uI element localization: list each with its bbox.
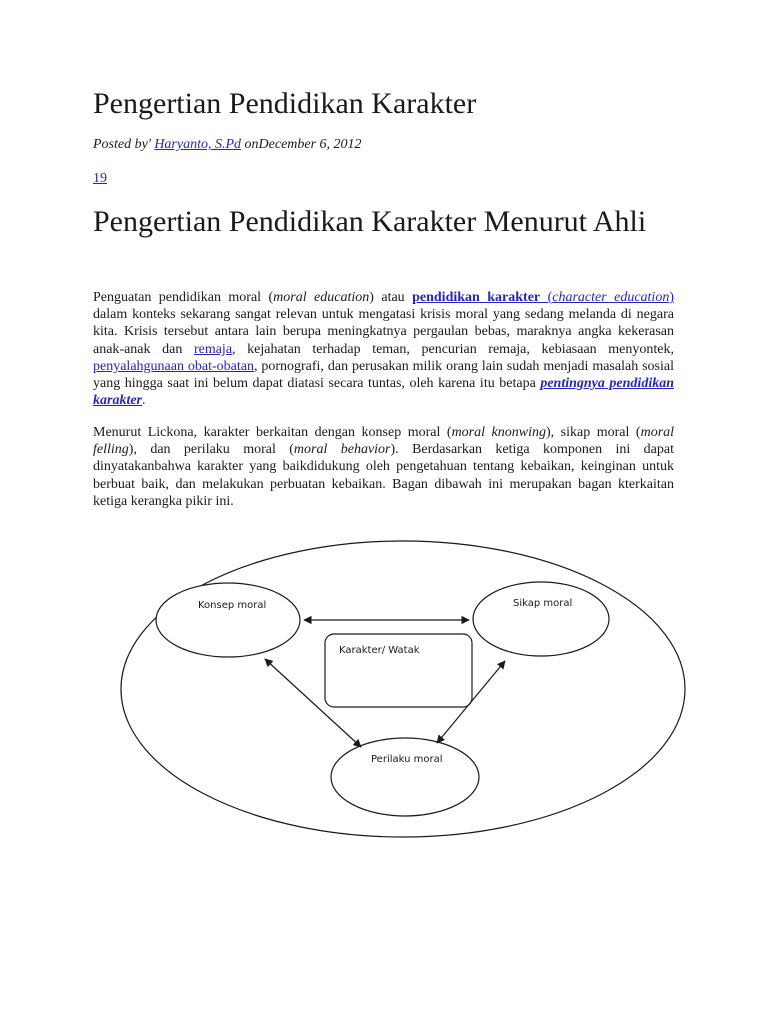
p1-text-5: , pornografi, dan perusakan milik orang lain sudah menjadi masalah sosial yang hingga saat ini belum dapat diatasi secara tuntas, oleh karena itu betapa — [93, 358, 674, 392]
p2-text-3: ), dan perilaku moral ( — [128, 442, 294, 458]
p1-text-2: ) atau — [369, 290, 413, 305]
link-pendidikan-karakter[interactable] — [412, 290, 674, 305]
p2-text-4: ). Berdasarkan ketiga komponen ini dapat dinyatakanbahwa karakter yang baikdidukung oleh pengetahuan tentang kebaikan, keinginan untuk berbuat baik, dan melakukan perbuatan kebaikan. Bagan dibawah ini merupakan bagan kterkaitan ketiga kerangka pikir ini. — [93, 442, 674, 509]
perilaku-moral-label: Perilaku moral — [371, 754, 443, 765]
konsep-moral-ellipse — [156, 583, 300, 657]
link-pendidikan-karakter-label: pendidikan karakter — [412, 290, 541, 305]
karakter-watak-label: Karakter/ Watak — [339, 645, 420, 656]
posted-by-label: Posted by' — [93, 137, 155, 152]
comment-count-row — [93, 171, 107, 187]
article-title: Pengertian Pendidikan Karakter — [93, 87, 477, 120]
p1-italic-moral-education: moral education — [273, 290, 370, 305]
sikap-moral-label: Sikap moral — [513, 598, 573, 609]
character-framework-diagram — [118, 538, 688, 840]
comment-count-link[interactable]: 19 — [93, 171, 107, 186]
konsep-moral-label: Konsep moral — [198, 600, 267, 611]
paragraph-lickona — [93, 424, 674, 510]
p2-text-1: Menurut Lickona, karakter berkaitan dengan konsep moral ( — [93, 425, 452, 440]
p1-text-6: . — [142, 393, 146, 409]
p1-text-3: dalam konteks sekarang sangat relevan untuk mengatasi krisis moral yang sedang melanda di negara kita. Krisis tersebut antara lain berupa meningkatnya pergaulan bebas, maraknya angka kekerasan anak-anak dan — [93, 307, 674, 357]
p1-text-1: Penguatan pendidikan moral ( — [93, 290, 274, 305]
post-meta — [93, 137, 362, 153]
paragraph-moral-education — [93, 289, 674, 409]
perilaku-moral-ellipse — [331, 738, 479, 816]
sikap-moral-ellipse — [473, 582, 609, 656]
p1-text-4: , kejahatan terhadap teman, pencurian remaja, kebiasaan menyontek, — [232, 341, 675, 357]
link-penyalahgunaan-obat[interactable]: penyalahgunaan obat-obatan — [93, 358, 254, 374]
p2-italic-moral-behavior: moral behavior — [293, 442, 391, 458]
post-date: onDecember 6, 2012 — [241, 137, 362, 152]
link-separator: ( — [540, 290, 553, 305]
section-heading: Pengertian Pendidikan Karakter Menurut Ahli — [93, 205, 647, 238]
link-character-education-label: character education — [552, 290, 670, 305]
author-link[interactable]: Haryanto, S.Pd — [154, 137, 242, 152]
p2-text-2: ), sikap moral ( — [545, 425, 641, 440]
link-close-paren: ) — [669, 290, 674, 305]
link-remaja[interactable]: remaja — [193, 341, 233, 357]
link-pentingnya-label: pentingnya pendidikan karakter — [93, 376, 674, 409]
p2-italic-moral-knonwing: moral knonwing — [451, 425, 546, 440]
p2-italic-moral-felling: moral felling — [93, 425, 675, 458]
